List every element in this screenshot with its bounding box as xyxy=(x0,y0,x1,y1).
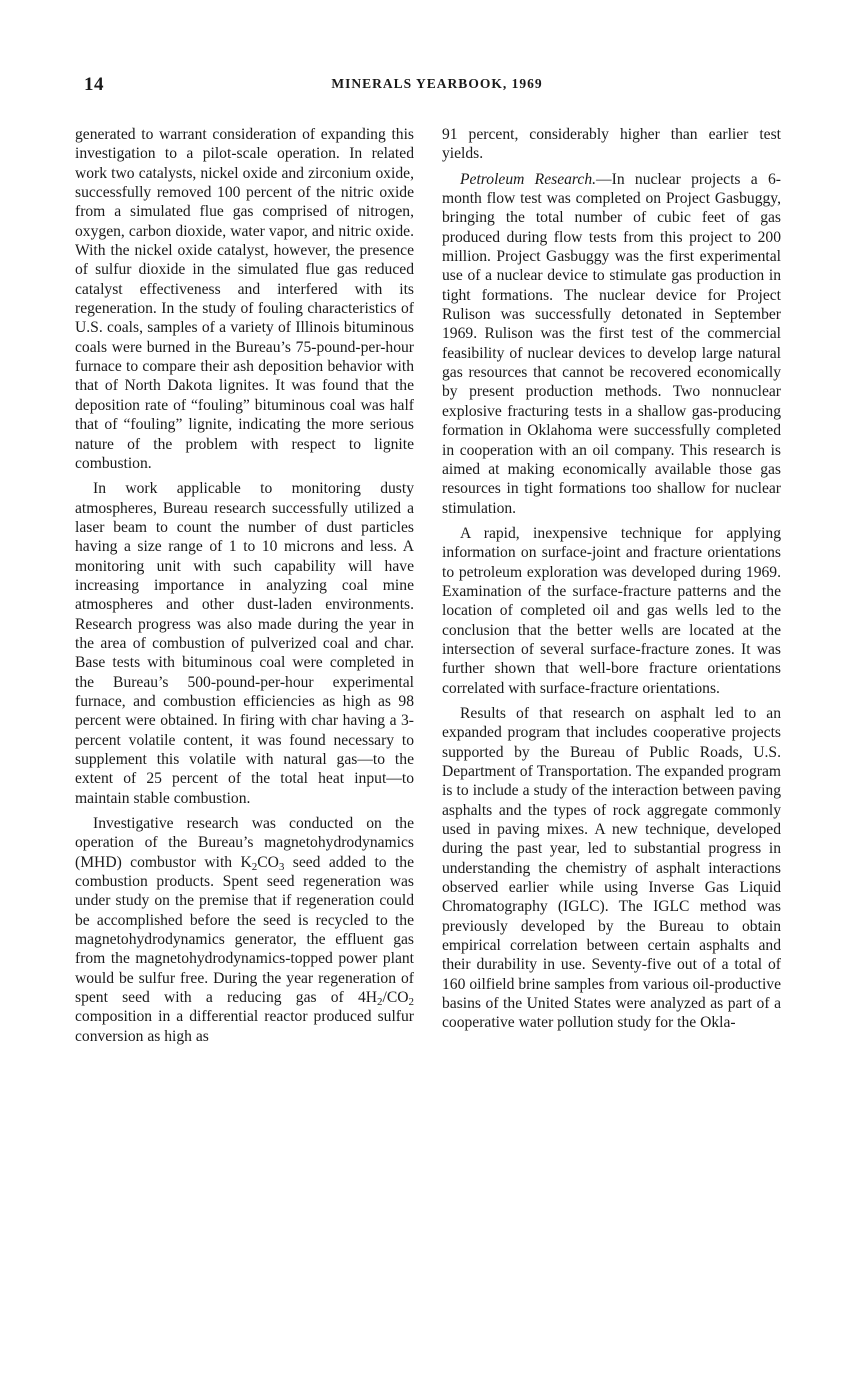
formula-part: CO xyxy=(257,853,279,871)
paragraph: A rapid, inexpensive technique for applying information on surface-joint and fracture orientations to petroleum exploration was developed during 1969. Examination of the surface-fracture patterns and the location of completed oil and gas wells led to the conclusion that the better wells are located at the intersection of several surface-fracture zones. It was further shown that well-bore fracture orientations correlated with surface-fracture orientations. xyxy=(442,524,781,697)
formula-part: /CO xyxy=(382,989,409,1007)
formula-subscript: 2 xyxy=(251,860,258,873)
page-header xyxy=(84,74,790,96)
formula-part: K xyxy=(240,853,252,871)
section-heading: Petroleum Research. xyxy=(460,170,597,188)
paragraph-mhd xyxy=(75,814,414,1046)
left-column xyxy=(75,125,414,1052)
text-run: Investigative research was conducted on the operation of the Bureau’s magnetohydrodynamics (MHD) combustor with xyxy=(75,815,414,871)
paragraph: In work applicable to monitoring dusty atmospheres, Bureau research successfully utilized a laser beam to count the number of dust particles having a size range of 1 to 10 microns and less. A monitoring unit with such capability will have increasing importance in analyzing coal mine atmospheres and other dust-laden environments. Research progress was also made during the year in the area of combustion of pulverized coal and char. Base tests with bituminous coal were completed in the Bureau’s 500-pound-per-hour experimental furnace, and combustion efficiencies as high as 98 percent were obtained. In firing with char having a 3-percent volatile content, it was found necessary to supplement this volatile with natural gas—to the extent of 25 percent of the total heat input—to maintain stable combustion. xyxy=(75,480,414,807)
formula-4h2-co2 xyxy=(357,989,414,1009)
paragraph: 91 percent, considerably higher than earlier test yields. xyxy=(442,126,781,163)
text-run: composition in a differential reactor produced sulfur conversion as high as xyxy=(75,1008,414,1045)
text-run: seed added to the combustion products. Spent seed regeneration was under study on the premise that if regeneration could be accomplished before the seed is recycled to the magnetohydrodynamics generator, the effluent gas from the magnetohydrodynamics-topped power plant would be sulfur free. During the year regeneration of spent seed with a reducing gas of xyxy=(75,853,414,1007)
formula-k2co3 xyxy=(240,854,284,871)
paragraph: Results of that research on asphalt led to an expanded program that includes cooperative projects supported by the Bureau of Public Roads, U.S. Department of Transportation. The expanded program is to include a study of the interaction between paving asphalts and the types of rock aggregate commonly used in paving mixes. A new technique, developed during the past year, led to substantial progress in understanding the chemistry of asphalt interactions observed earlier while using Inverse Gas Liquid Chromatography (IGLC). The IGLC method was previously developed by the Bureau to obtain empirical correlation between certain asphalts and their durability in use. Seventy-five out of a total of 160 oilfield brine samples from various oil-productive basins of the United States were analyzed as part of a cooperative water pollution study for the Okla- xyxy=(442,704,781,1032)
formula-part: 4H xyxy=(357,989,377,1007)
running-head: MINERALS YEARBOOK, 1969 xyxy=(331,76,543,91)
formula-subscript: 2 xyxy=(408,996,414,1009)
paragraph: generated to warrant consideration of expanding this investigation to a pilot-scale operation. In related work two catalysts, nickel oxide and zirconium oxide, successfully removed 100 percent of the nitric oxide from a simulated flue gas comprised of nitrogen, oxygen, carbon dioxide, water vapor, and nitric oxide. With the nickel oxide catalyst, however, the presence of sulfur dioxide in the simulated flue gas reduced catalyst effectiveness and interfered with its regeneration. In the study of fouling characteristics of U.S. coals, samples of a variety of Illinois bituminous coals were burned in the Bureau’s 75-pound-per-hour furnace to compare their ash deposition behavior with that of North Dakota lignites. It was found that the deposition rate of “fouling” bituminous coal was half that of “fouling” lignite, indicating the more serious nature of the problem with respect to lignite combustion. xyxy=(75,126,414,472)
page-number: 14 xyxy=(84,74,104,95)
formula-subscript: 3 xyxy=(278,860,285,873)
right-column xyxy=(442,125,781,1039)
paragraph-petroleum xyxy=(442,170,781,518)
text-run: —In nuclear projects a 6-month flow test was completed on Project Gasbuggy, bringing the total number of cubic feet of gas produced during flow tests from this project to 200 million. Project Gasbuggy was the first experimental use of a nuclear device to stimulate gas production in tight formations. The nuclear device for Project Rulison was successfully detonated in September 1969. Rulison was the first test of the commercial feasibility of nuclear devices to develop large natural gas resources that cannot be recovered economically by present production methods. Two nonnuclear explosive fracturing tests in a shallow gas-producing formation in Oklahoma were successfully completed in cooperation with an oil company. This research is aimed at making economically available those gas resources in tight formations too shallow for nuclear stimulation. xyxy=(442,170,781,517)
formula-subscript: 2 xyxy=(377,996,383,1009)
